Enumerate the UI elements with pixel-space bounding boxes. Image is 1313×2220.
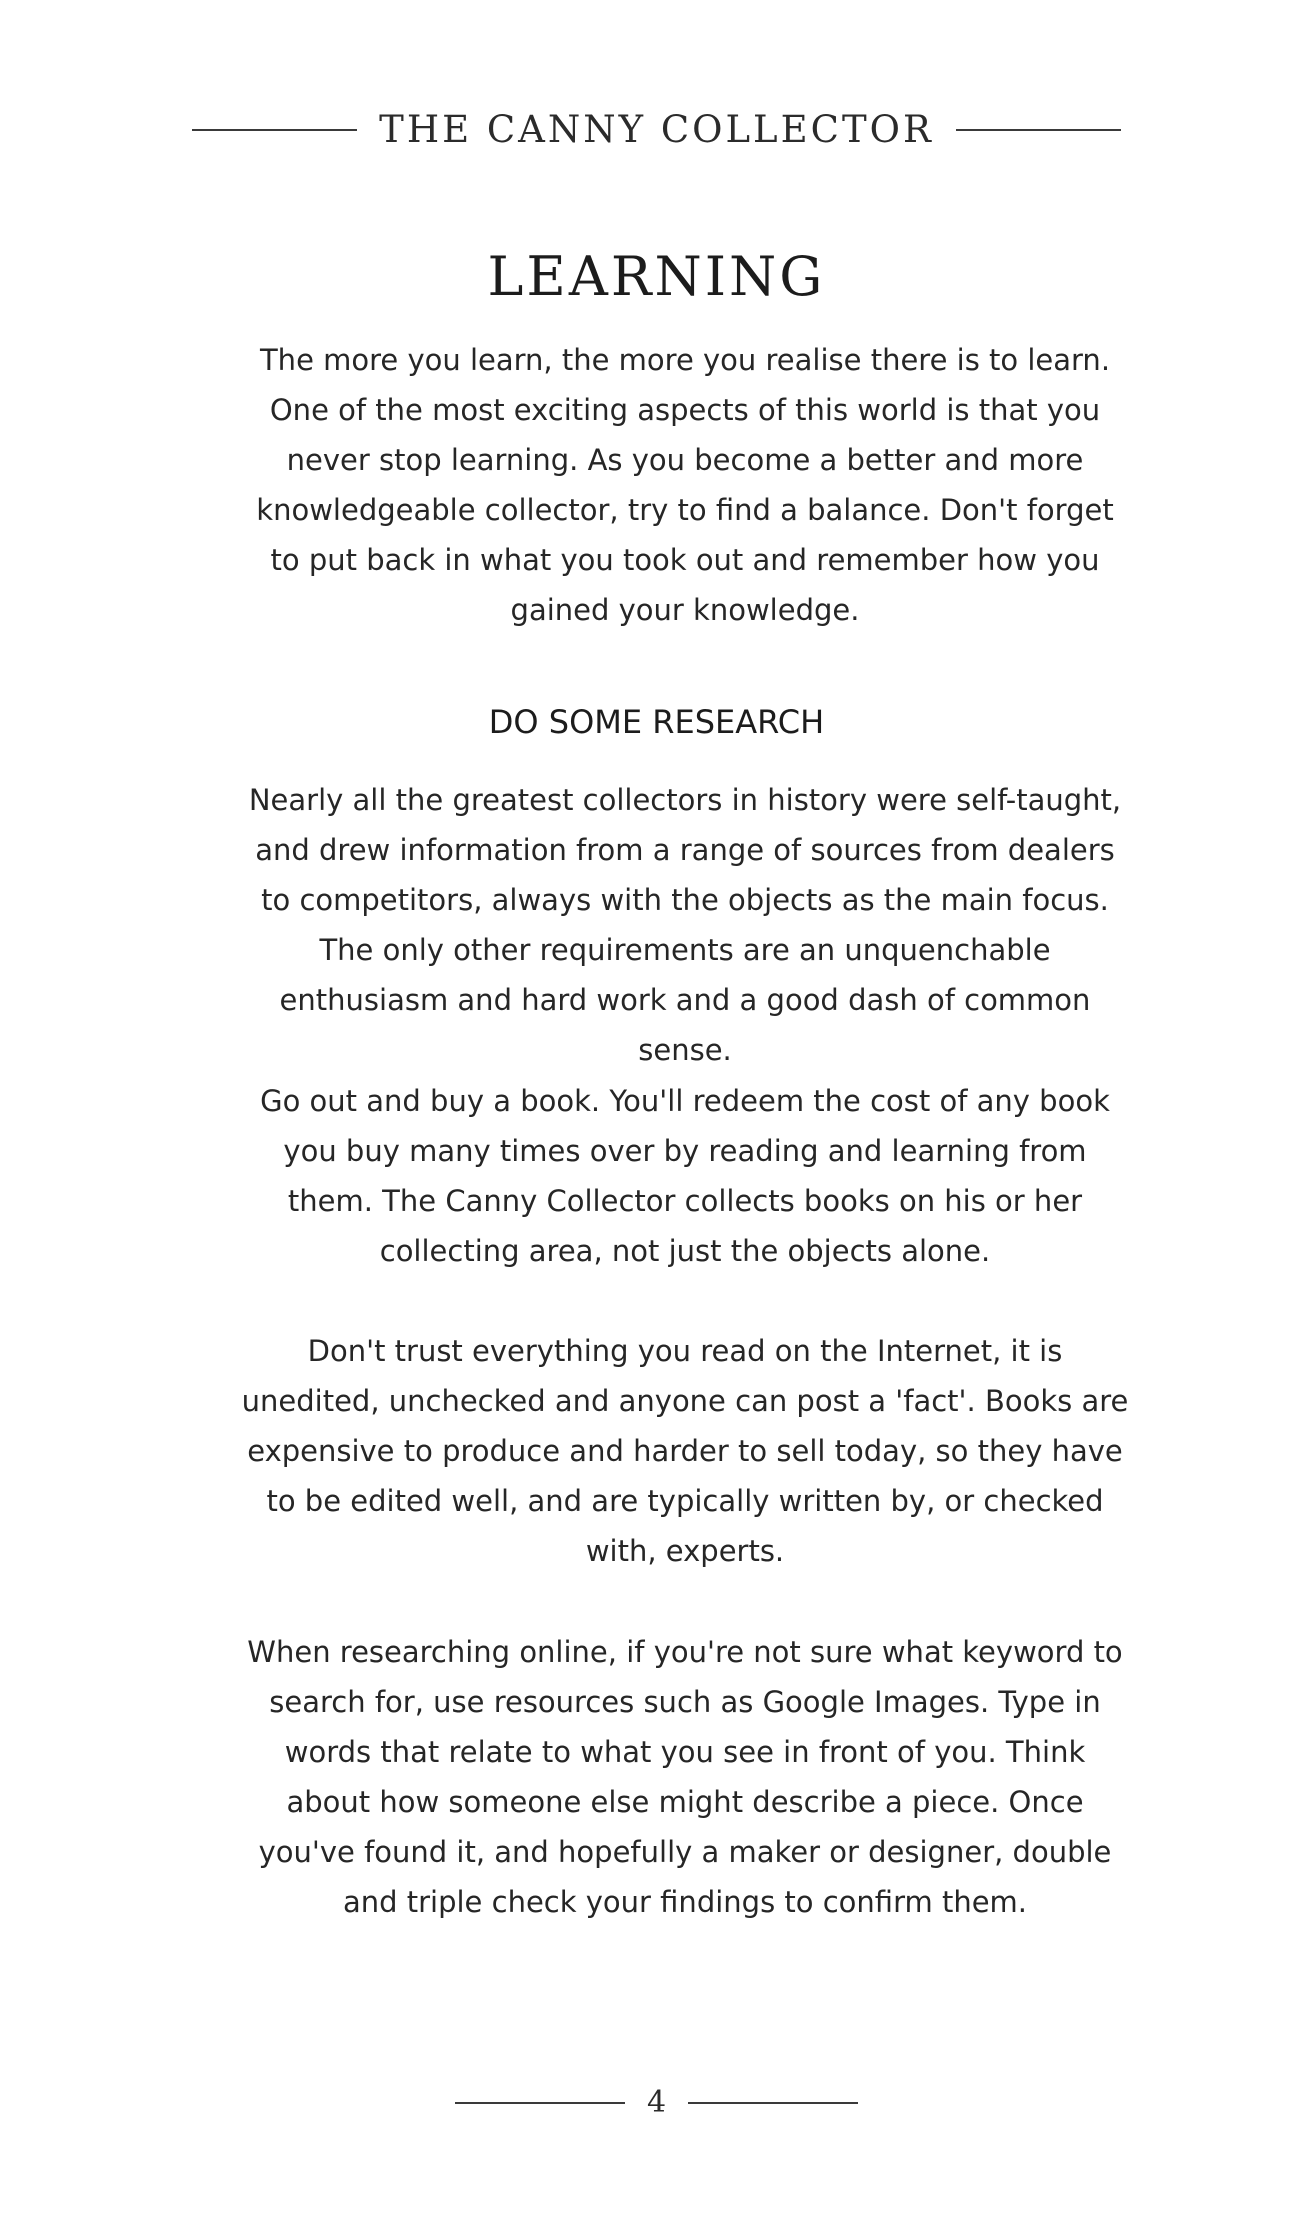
chapter-title: LEARNING [487,245,826,308]
footer-rule-left [455,2102,625,2104]
body-paragraph-1: Nearly all the greatest collectors in history were self-taught, and drew information from a range of sources from dealers to competitors, always with the objects as the main focus. The only other requirements are an unquenchable enthusiasm and hard work and a good dash of common sense. [248,783,1122,1067]
body-paragraph-2: Go out and buy a book. You'll redeem the cost of any book you buy many times over by reading and learning from them. The Canny Collector collects books on his or her collecting area, not just the objects alone. [260,1084,1110,1268]
page-number: 4 [646,2085,667,2120]
header-rule-right [956,129,1121,131]
running-title: THE CANNY COLLECTOR [379,108,934,151]
running-header [0,108,1313,151]
footer-rule-right [688,2102,858,2104]
header-rule-left [192,129,357,131]
page-footer [0,2085,1313,2120]
intro-paragraph: The more you learn, the more you realise there is to learn. One of the most exciting aspects of this world is that you never stop learning. As you become a better and more knowledgeable collector, try to find a balance. Don't forget to put back in what you took out and remember how you gained your knowledge. [256,343,1114,627]
body-paragraph-4: When researching online, if you're not sure what keyword to search for, use resources such as Google Images. Type in words that relate to what you see in front of you. Think about how someone else might describe a piece. Once you've found it, and hopefully a maker or designer, double and triple check your findings to confirm them. [247,1635,1123,1919]
body-paragraph-3: Don't trust everything you read on the Internet, it is unedited, unchecked and anyone can post a 'fact'. Books are expensive to produce and harder to sell today, so they have to be edited well, and are typically written by, or checked with, experts. [241,1334,1129,1568]
section-heading: DO SOME RESEARCH [488,703,825,741]
